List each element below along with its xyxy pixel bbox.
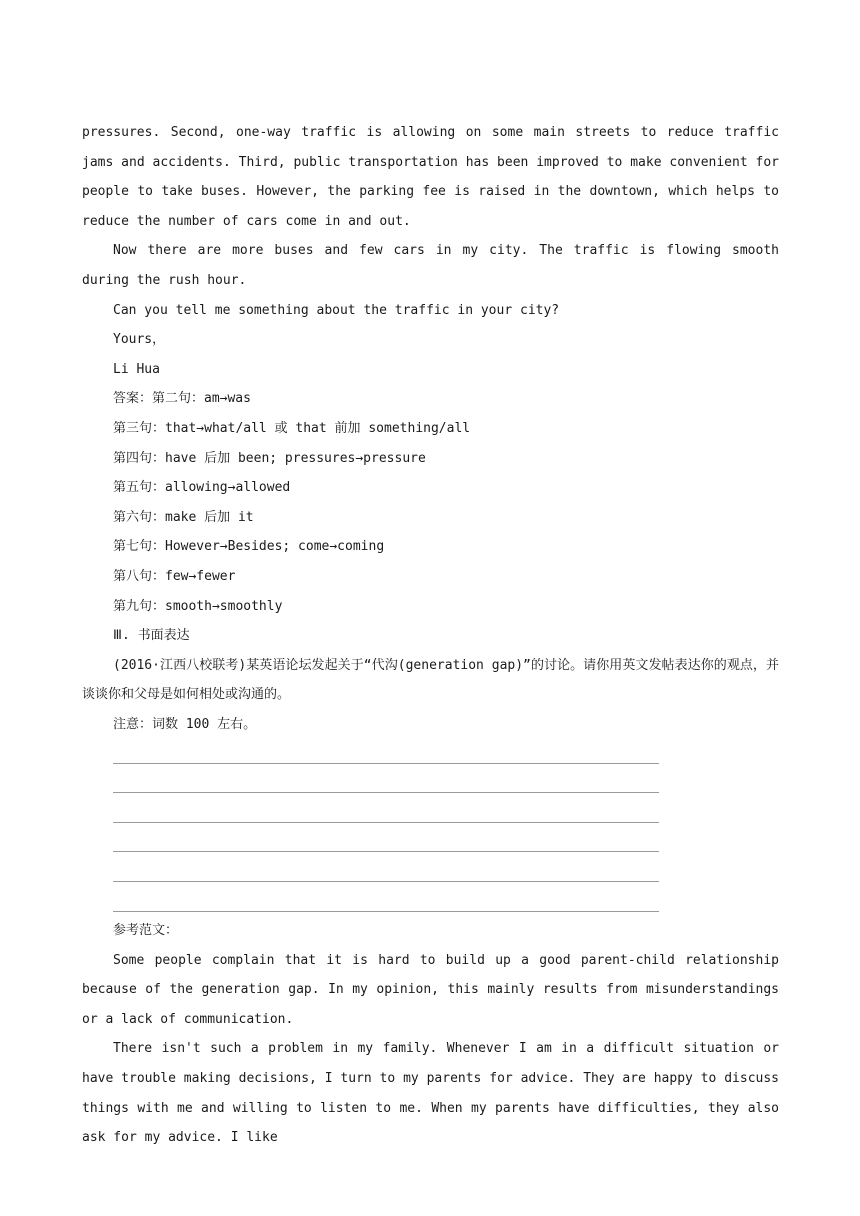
sample-label: 参考范文： xyxy=(113,923,179,938)
letter-body xyxy=(82,118,779,739)
answer-line: 第八句：few→fewer xyxy=(113,568,236,584)
answer-line: 第三句：that→what/all 或 that 前加 something/all xyxy=(113,420,471,436)
answer-line: 第四句：have 后加 been; pressures→pressure xyxy=(113,450,426,466)
writing-prompt: (2016·江西八校联考)某英语论坛发起关于“代沟(generation gap)”的讨论。请你用英文发帖表达你的观点，并谈谈你和父母是如何相处或沟通的。 xyxy=(82,657,779,703)
sample-paragraph-1: Some people complain that it is hard to build up a good parent-child relationship because of the generation gap. In my opinion, this mainly results from misunderstandings or a lack of communication. xyxy=(82,952,779,1027)
word-count-note: 注意：词数 100 左右。 xyxy=(113,716,257,732)
writing-blank-line[interactable] xyxy=(113,734,659,764)
answer-line: 第六句：make 后加 it xyxy=(113,509,254,525)
section-heading: Ⅲ. 书面表达 xyxy=(113,628,190,644)
letter-paragraph-1: pressures. Second, one-way traffic is allowing on some main streets to reduce traffic jams and accidents. Third, public transportation has been improved to make convenient for people to take buses. However, the parking fee is raised in the downtown, which helps to reduce the number of cars come in and out. xyxy=(82,125,779,229)
letter-closing: Yours， xyxy=(113,332,166,348)
sample-essay xyxy=(82,916,779,1153)
writing-blank-line[interactable] xyxy=(113,764,659,794)
answer-line: 第九句：smooth→smoothly xyxy=(113,598,283,614)
sample-paragraph-2: There isn't such a problem in my family. Whenever I am in a difficult situation or have trouble making decisions, I turn to my parents for advice. They are happy to discuss things with me and willing to listen to me. When my parents have difficulties, they also ask for my advice. I like xyxy=(82,1041,779,1146)
writing-blank-line[interactable] xyxy=(113,823,659,853)
letter-signature: Li Hua xyxy=(113,361,160,377)
answer-line: 第五句：allowing→allowed xyxy=(113,480,291,496)
answer-blank-lines xyxy=(113,734,659,912)
answer-line: 答案：第二句：am→was xyxy=(113,391,251,407)
writing-blank-line[interactable] xyxy=(113,852,659,882)
answer-line: 第七句：However→Besides; come→coming xyxy=(113,539,385,555)
letter-paragraph-2: Now there are more buses and few cars in my city. The traffic is flowing smooth during the rush hour. xyxy=(82,243,779,288)
answer-key xyxy=(82,384,779,621)
writing-blank-line[interactable] xyxy=(113,793,659,823)
writing-blank-line[interactable] xyxy=(113,882,659,912)
letter-paragraph-3: Can you tell me something about the traffic in your city? xyxy=(113,302,560,318)
